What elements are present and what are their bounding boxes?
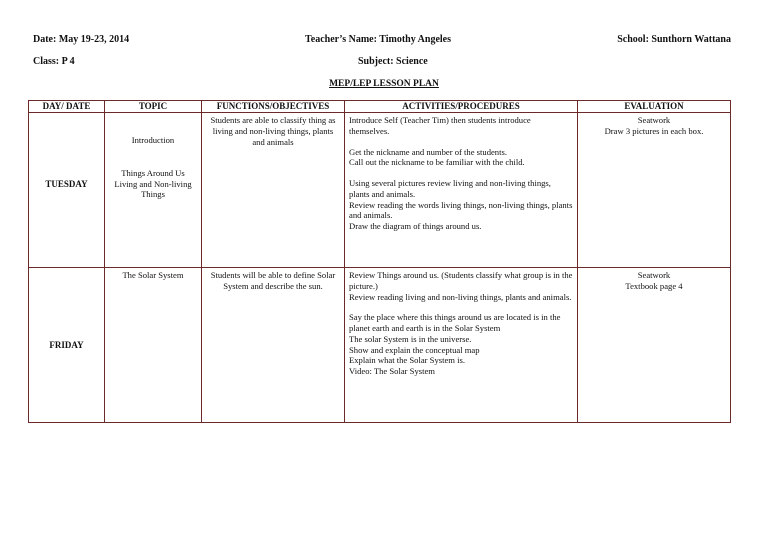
topic-cell <box>105 113 202 268</box>
evaluation-line: Seatwork <box>637 115 671 126</box>
activity-line: Review Things around us. (Students classify what group is in the picture.) <box>349 270 573 291</box>
activity-line: The solar System is in the universe. <box>349 333 472 344</box>
objectives-text: Students will be able to define Solar System and describe the sun. <box>210 270 336 291</box>
activity-spacer <box>349 137 573 147</box>
activities-cell <box>345 268 578 423</box>
day-label: TUESDAY <box>45 178 88 189</box>
teacher-name-label: Teacher’s Name: Timothy Angeles <box>305 34 452 45</box>
evaluation-line: Seatwork <box>637 270 671 281</box>
activity-line: Using several pictures review living and non-living things, plants and animals. <box>349 178 551 199</box>
column-header-day: DAY/ DATE <box>29 101 105 113</box>
evaluation-line: Draw 3 pictures in each box. <box>604 125 704 136</box>
date-label: Date: May 19-23, 2014 <box>33 34 130 45</box>
topic-cell <box>105 268 202 423</box>
day-label: FRIDAY <box>49 339 84 350</box>
activity-line: Explain what the Solar System is. <box>349 355 466 366</box>
objectives-cell <box>202 113 345 268</box>
evaluation-line: Textbook page 4 <box>625 280 683 291</box>
topic-line: The Solar System <box>122 270 184 281</box>
table-header-row <box>29 101 731 113</box>
document-title: MEP/LEP LESSON PLAN <box>329 79 439 89</box>
column-header-topic: TOPIC <box>105 101 202 113</box>
table-row <box>29 268 731 423</box>
lesson-plan-table <box>28 100 731 423</box>
table-row <box>29 113 731 268</box>
evaluation-cell <box>578 113 731 268</box>
activity-line: Show and explain the conceptual map <box>349 344 480 355</box>
objectives-cell <box>202 268 345 423</box>
evaluation-cell <box>578 268 731 423</box>
column-header-evaluation: EVALUATION <box>578 101 731 113</box>
topic-line: Things Around Us Living and Non-living Things <box>114 167 192 200</box>
activity-line: Video: The Solar System <box>349 366 435 377</box>
activities-cell <box>345 113 578 268</box>
subject-label: Subject: Science <box>358 56 428 67</box>
activity-line: Get the nickname and number of the students. <box>349 146 507 157</box>
school-label: School: Sunthorn Wattana <box>617 34 731 45</box>
column-header-activities: ACTIVITIES/PROCEDURES <box>345 101 578 113</box>
activity-spacer <box>349 168 573 178</box>
activity-spacer <box>349 302 573 312</box>
class-label: Class: P 4 <box>33 56 75 67</box>
activity-line: Draw the diagram of things around us. <box>349 221 482 232</box>
activity-line: Call out the nickname to be familiar with the child. <box>349 157 525 168</box>
column-header-objectives: FUNCTIONS/OBJECTIVES <box>202 101 345 113</box>
activity-line: Say the place where this things around us are located is in the planet earth and earth is in the Solar System <box>349 312 561 334</box>
objectives-text: Students are able to classify thing as living and non-living things, plants and animals <box>210 115 336 147</box>
activity-line: Review reading living and non-living things, plants and animals. <box>349 291 572 302</box>
topic-line: Introduction <box>131 135 175 146</box>
activity-line: Review reading the words living things, non-living things, plants and animals. <box>349 199 573 221</box>
day-cell <box>29 113 105 268</box>
day-cell <box>29 268 105 423</box>
activity-line: Introduce Self (Teacher Tim) then students introduce themselves. <box>349 115 531 136</box>
